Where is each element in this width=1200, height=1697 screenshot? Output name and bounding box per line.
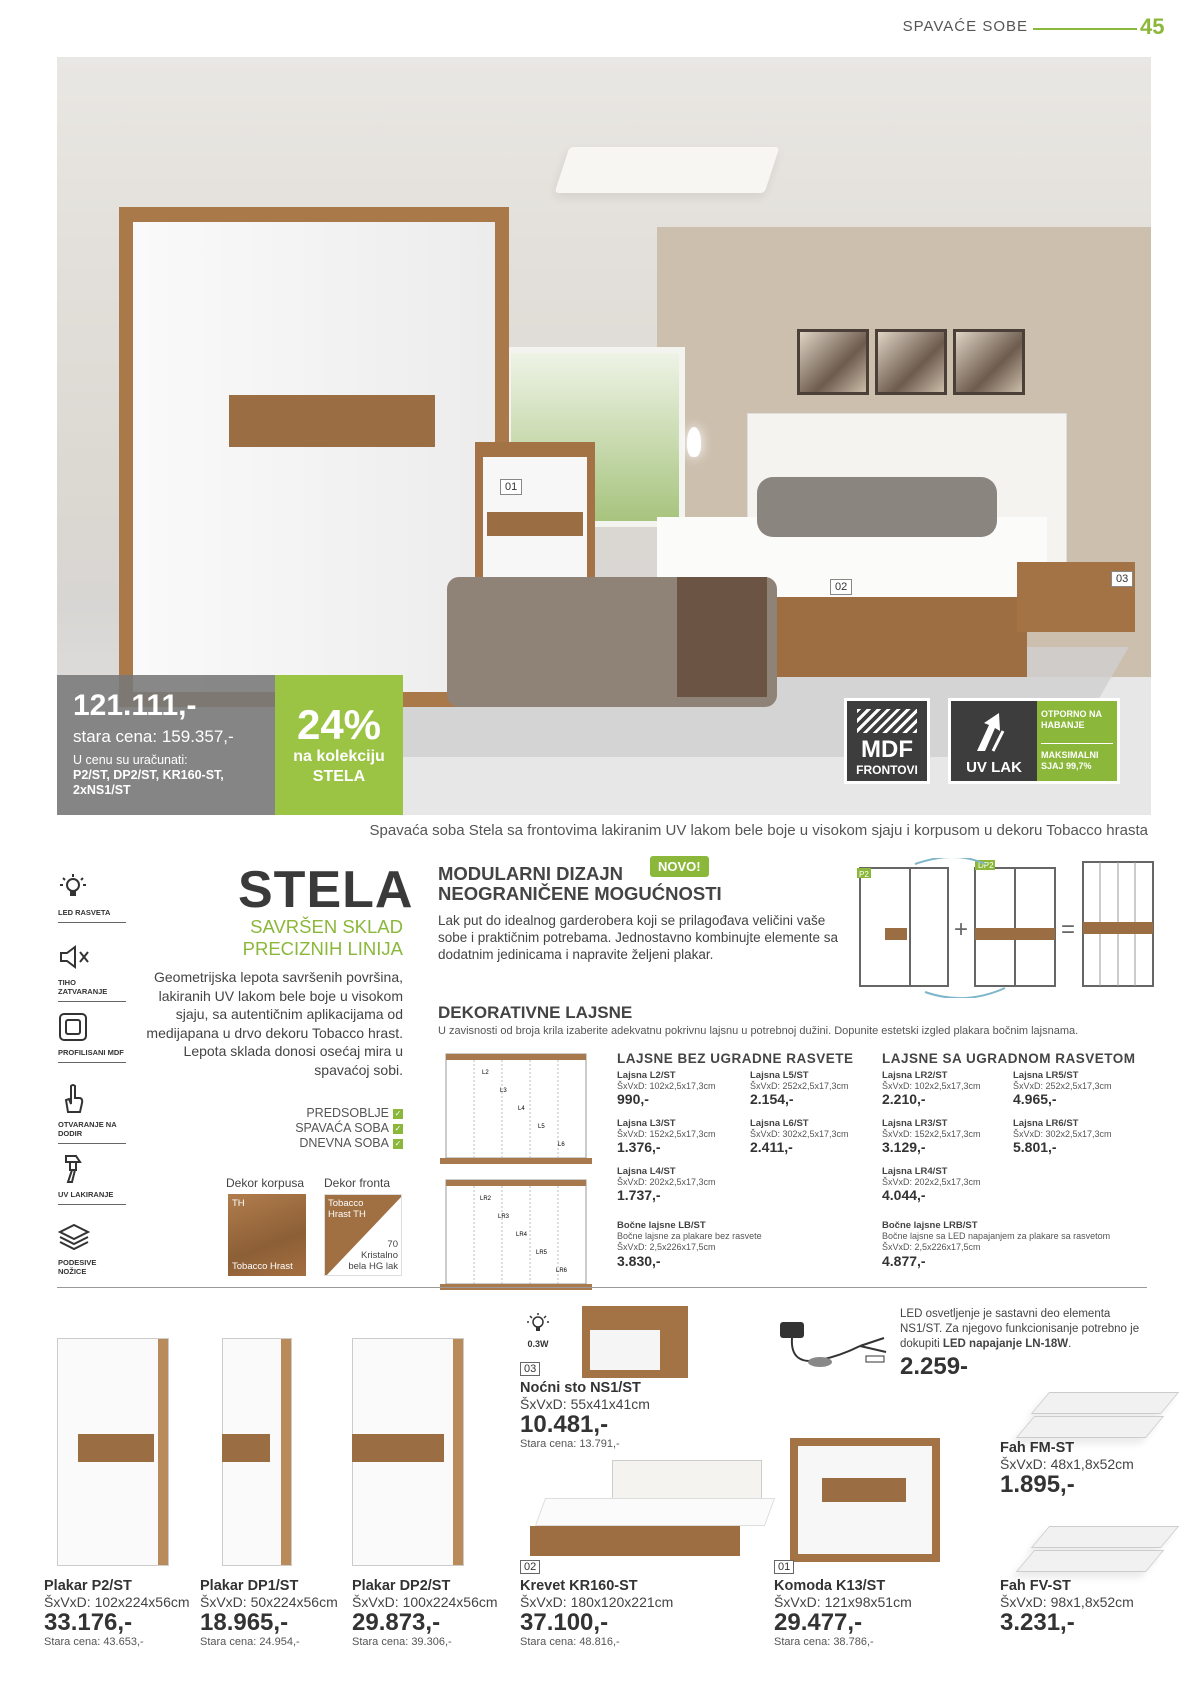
dekor-fronta-label: Dekor fronta [324, 1176, 391, 1190]
moldings-description: U zavisnosti od broja krila izaberite adekvatnu pokrivnu lajsnu u potrebnoj dužini. Dopunite estetski izgled plakara bočnim lajsnama. [438, 1025, 1079, 1037]
side-molding-item: Bočne lajsne LRB/ST Bočne lajsne sa LED napajanjem za plakare sa rasvetom ŠxVxD: 2,5x226x17,5cm 4.877,- [882, 1220, 1111, 1269]
pendant-light [687, 427, 701, 457]
swatch-front: Tobacco Hrast TH 70 Kristalno bela HG lak [324, 1194, 402, 1276]
included-label: U cenu su uračunati: [73, 753, 188, 767]
callout-01: 01 [500, 479, 522, 495]
hand-touch-icon [58, 1082, 126, 1120]
check-icon: ✓ [394, 1138, 402, 1148]
section-divider [57, 1287, 1147, 1288]
product-p2: Plakar P2/ST ŠxVxD: 102x224x56cm 33.176,- Stara cena: 43.653,- [44, 1578, 190, 1648]
discount-badge: 24% na kolekciju STELA [275, 675, 403, 815]
profile-square-icon [58, 1012, 126, 1048]
side-molding-item: Bočne lajsne LB/ST Bočne lajsne za plakare bez rasvete ŠxVxD: 2,5x226x17,5cm 3.830,- [617, 1220, 762, 1269]
modular-title: MODULARNI DIZAJN NEOGRANIČENE MOGUĆNOSTI [438, 863, 722, 904]
modular-description: Lak put do idealnog garderobera koji se prilagođava veličini vaše sobe i praktičnim potrebama. Jednostavno kombinujte elemente sa dodatnim jedinicama i napravite željeni plakar. [438, 913, 838, 962]
molding-item: Lajsna L5/ST ŠxVxD: 252x2,5x17,3cm 2.154,- [750, 1070, 849, 1107]
uv-lacquer-badge: UV LAK OTPORNO NA HABANJE MAKSIMALNI SJAJ 99,7% [948, 698, 1120, 784]
check-icon: ✓ [394, 1108, 402, 1118]
molding-label: L4 [518, 1106, 525, 1112]
diagram-label-p2: P2 [859, 870, 869, 879]
molding-item: Lajsna LR3/ST ŠxVxD: 152x2,5x17,3cm 3.129,- [882, 1118, 981, 1155]
feature-soft-close: TIHO ZATVARANJE [58, 942, 126, 1002]
moldings-title: DEKORATIVNE LAJSNE [438, 1003, 633, 1022]
new-badge: NOVO! [650, 856, 709, 877]
dekor-korpusa-label: Dekor korpusa [226, 1176, 305, 1190]
collection-title: STELA [238, 861, 414, 919]
molding-label: LR3 [498, 1214, 510, 1220]
collection-subtitle: SAVRŠEN SKLAD PRECIZNIH LINIJA [242, 916, 403, 959]
speaker-mute-icon [58, 942, 126, 978]
product-bed: Krevet KR160-ST ŠxVxD: 180x120x221cm 37.100,- Stara cena: 48.816,- [520, 1578, 674, 1648]
callout-02: 02 [830, 579, 852, 595]
molding-item: Lajsna LR5/ST ŠxVxD: 252x2,5x17,3cm 4.965,- [1013, 1070, 1112, 1107]
spray-gun-icon [58, 1152, 126, 1190]
led-adapter-price: 2.259- [900, 1353, 969, 1380]
feature-uv-lacquer: UV LAKIRANJE [58, 1152, 126, 1205]
included-items: P2/ST, DP2/ST, KR160-ST, 2xNS1/ST [73, 768, 224, 797]
led-bulb-icon [526, 1312, 550, 1334]
product-shelf-fm: Fah FM-ST ŠxVxD: 48x1,8x52cm 1.895,- [1000, 1440, 1134, 1498]
check-icon: ✓ [394, 1123, 402, 1133]
feature-touch-open: OTVARANJE NA DODIR [58, 1082, 126, 1144]
molding-item: Lajsna LR6/ST ŠxVxD: 302x2,5x17,3cm 5.801,- [1013, 1118, 1112, 1155]
arrow-up-icon [973, 711, 1013, 755]
callout-02: 02 [520, 1560, 540, 1574]
mdf-stripes-icon [857, 709, 917, 733]
header-rule [1033, 28, 1137, 30]
room-list: PREDSOBLJE ✓ SPAVAĆA SOBA ✓ DNEVNA SOBA ✓ [295, 1106, 402, 1150]
product-chest: Komoda K13/ST ŠxVxD: 121x98x51cm 29.477,- Stara cena: 38.786,- [774, 1578, 912, 1648]
discount-percent: 24% [296, 701, 382, 748]
molding-item: Lajsna L4/ST ŠxVxD: 202x2,5x17,3cm 1.737,- [617, 1166, 716, 1203]
molding-item: Lajsna L2/ST ŠxVxD: 102x2,5x17,3cm 990,- [617, 1070, 716, 1107]
wall-pictures [797, 329, 1027, 395]
molding-item: Lajsna L6/ST ŠxVxD: 302x2,5x17,3cm 2.411,- [750, 1118, 849, 1155]
plus-sign: + [954, 916, 969, 943]
power-indicator: 0.3W [526, 1312, 550, 1349]
page-number: 45 [1140, 14, 1165, 39]
equals-sign: = [1061, 916, 1076, 943]
product-shelf-fv: Fah FV-ST ŠxVxD: 98x1,8x52cm 3.231,- [1000, 1578, 1134, 1636]
led-note: LED osvetljenje je sastavni deo elementa NS1/ST. Za njegovo funkcionisanje potrebno je dokupiti LED napajanje LN-18W. [900, 1308, 1140, 1350]
diagram-label-dp2: DP2 [978, 861, 994, 870]
molding-label: L5 [538, 1124, 545, 1130]
feature-led: LED RASVETA [58, 872, 126, 923]
product-dp1: Plakar DP1/ST ŠxVxD: 50x224x56cm 18.965,- Stara cena: 24.954,- [200, 1578, 338, 1648]
set-price-box [57, 675, 275, 815]
no-light-heading: LAJSNE BEZ UGRADNE RASVETE [617, 1051, 854, 1066]
molding-label: LR5 [536, 1250, 548, 1256]
shelf-fm-image [1031, 1392, 1179, 1414]
product-nightstand: Noćni sto NS1/ST ŠxVxD: 55x41x41cm 10.481,- Stara cena: 13.791,- [520, 1380, 650, 1450]
swatch-korpus: TH Tobacco Hrast [228, 1194, 306, 1276]
molding-label: LR6 [556, 1268, 568, 1274]
callout-01: 01 [774, 1560, 794, 1574]
molding-label: L3 [500, 1088, 507, 1094]
feature-adjustable-feet: PODESIVE NOŽICE [58, 1222, 126, 1281]
modular-diagram [855, 858, 1155, 998]
feature-profiled-mdf: PROFILISANI MDF [58, 1012, 126, 1063]
set-old-price: stara cena: 159.357,- [73, 727, 234, 746]
ceiling-lamp [555, 147, 780, 193]
molding-label: LR4 [516, 1232, 528, 1238]
shelf-fv-image [1031, 1526, 1179, 1548]
molding-item: Lajsna LR4/ST ŠxVxD: 202x2,5x17,3cm 4.044,- [882, 1166, 981, 1203]
collection-description: Geometrijska lepota savršenih površina, lakiranih UV lakom bele boje u visokom sjaju, sa autentičnim aplikacijama od medijapana u drvo dekoru Tobacco hrast. Lepota sklada donosi osećaj mira u spavaćoj sobi. [146, 969, 403, 1078]
molding-item: Lajsna LR2/ST ŠxVxD: 102x2,5x17,3cm 2.210,- [882, 1070, 981, 1107]
product-dp2: Plakar DP2/ST ŠxVxD: 100x224x56cm 29.873,- Stara cena: 39.306,- [352, 1578, 498, 1648]
set-price: 121.111,- [73, 689, 197, 722]
with-light-heading: LAJSNE SA UGRADNOM RASVETOM [882, 1051, 1136, 1066]
callout-03: 03 [520, 1362, 540, 1376]
molding-label: L2 [482, 1070, 489, 1076]
led-bulb-icon [58, 872, 126, 908]
led-adapter-image [760, 1316, 900, 1380]
molding-item: Lajsna L3/ST ŠxVxD: 152x2,5x17,3cm 1.376,- [617, 1118, 716, 1155]
callout-03: 03 [1111, 571, 1133, 587]
photo-caption: Spavaća soba Stela sa frontovima lakiranim UV lakom bele boje u visokom sjaju i korpusom u dekoru Tobacco hrasta [369, 822, 1148, 839]
layers-icon [58, 1222, 126, 1258]
molding-label: L6 [558, 1142, 565, 1148]
section-title: SPAVAĆE SOBE [902, 18, 1028, 35]
molding-label: LR2 [480, 1196, 492, 1202]
moldings-diagram [438, 1050, 598, 1298]
mdf-fronts-badge: MDF FRONTOVI [844, 698, 930, 784]
